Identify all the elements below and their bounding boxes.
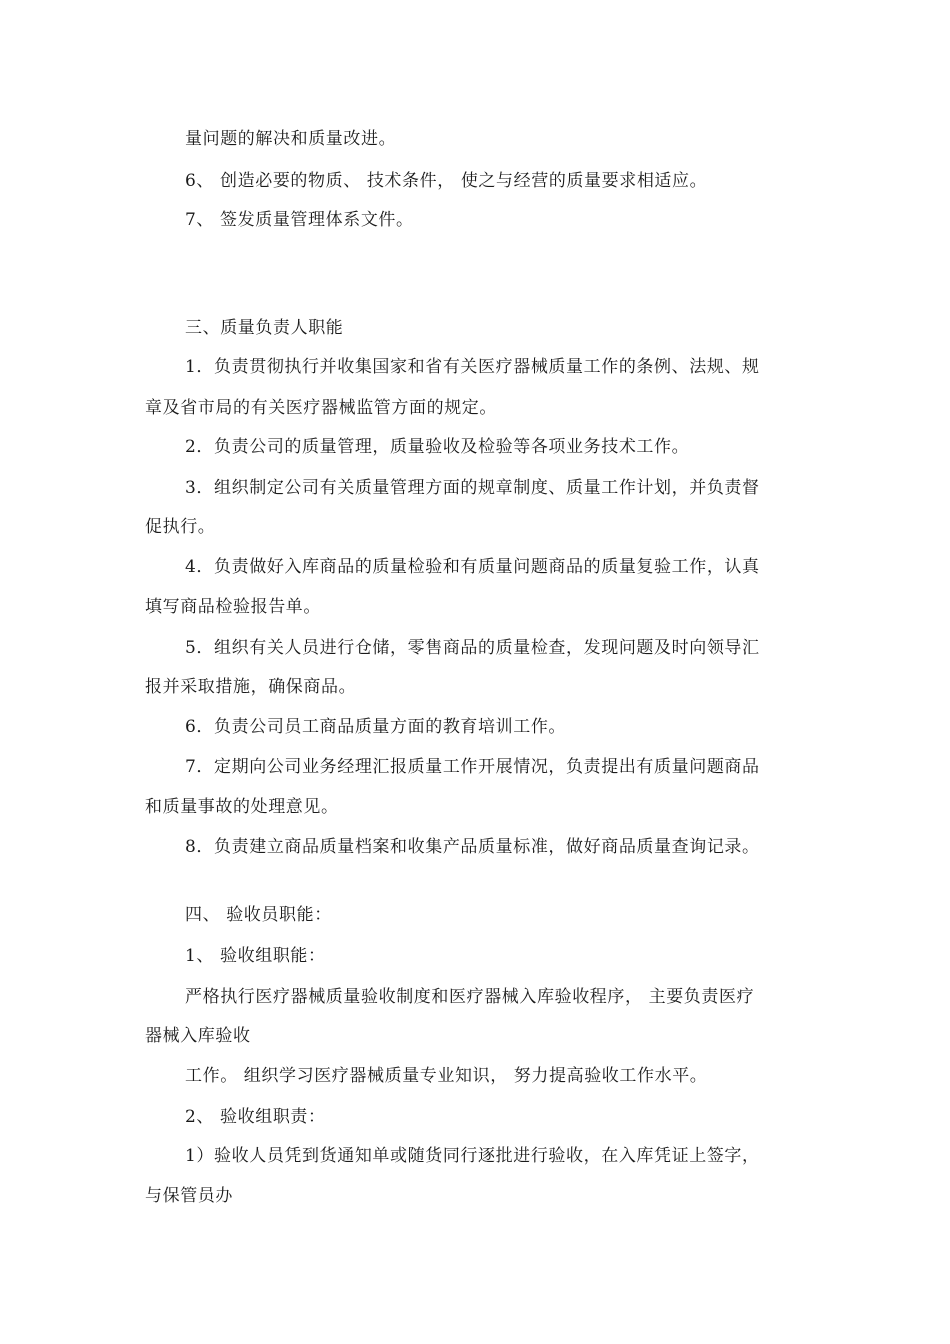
text-line: 工作。 组织学习医疗器械质量专业知识， 努力提高验收工作水平。 <box>185 1066 708 1086</box>
text-line: 章及省市局的有关医疗器械监管方面的规定。 <box>145 398 497 418</box>
section-heading: 四、 验收员职能： <box>185 905 332 925</box>
text-line: 6．负责公司员工商品质量方面的教育培训工作。 <box>185 717 567 737</box>
text-line: 7、 签发质量管理体系文件。 <box>185 210 414 230</box>
text-line: 填写商品检验报告单。 <box>145 597 321 617</box>
text-line: 2、 验收组职责： <box>185 1107 326 1127</box>
text-line: 1、 验收组职能： <box>185 946 326 966</box>
text-line: 1）验收人员凭到货通知单或随货同行逐批进行验收，在入库凭证上签字， <box>185 1146 760 1166</box>
text-line: 1．负责贯彻执行并收集国家和省有关医疗器械质量工作的条例、法规、规 <box>185 357 760 377</box>
text-line: 6、 创造必要的物质、 技术条件， 使之与经营的质量要求相适应。 <box>185 171 708 191</box>
text-line: 4．负责做好入库商品的质量检验和有质量问题商品的质量复验工作，认真 <box>185 557 760 577</box>
text-line: 5．组织有关人员进行仓储，零售商品的质量检查，发现问题及时向领导汇 <box>185 638 760 658</box>
text-line: 和质量事故的处理意见。 <box>145 797 339 817</box>
section-heading: 三、质量负责人职能 <box>185 318 344 338</box>
text-line: 量问题的解决和质量改进。 <box>185 129 397 149</box>
text-line: 7．定期向公司业务经理汇报质量工作开展情况，负责提出有质量问题商品 <box>185 757 760 777</box>
text-line: 与保管员办 <box>145 1186 233 1206</box>
text-line: 2．负责公司的质量管理，质量验收及检验等各项业务技术工作。 <box>185 437 690 457</box>
text-line: 严格执行医疗器械质量验收制度和医疗器械入库验收程序， 主要负责医疗 <box>185 987 755 1007</box>
text-line: 8．负责建立商品质量档案和收集产品质量标准，做好商品质量查询记录。 <box>185 837 760 857</box>
text-line: 促执行。 <box>145 517 216 537</box>
text-line: 器械入库验收 <box>145 1026 251 1046</box>
text-line: 报并采取措施，确保商品。 <box>145 677 357 697</box>
text-line: 3．组织制定公司有关质量管理方面的规章制度、质量工作计划，并负责督 <box>185 478 760 498</box>
